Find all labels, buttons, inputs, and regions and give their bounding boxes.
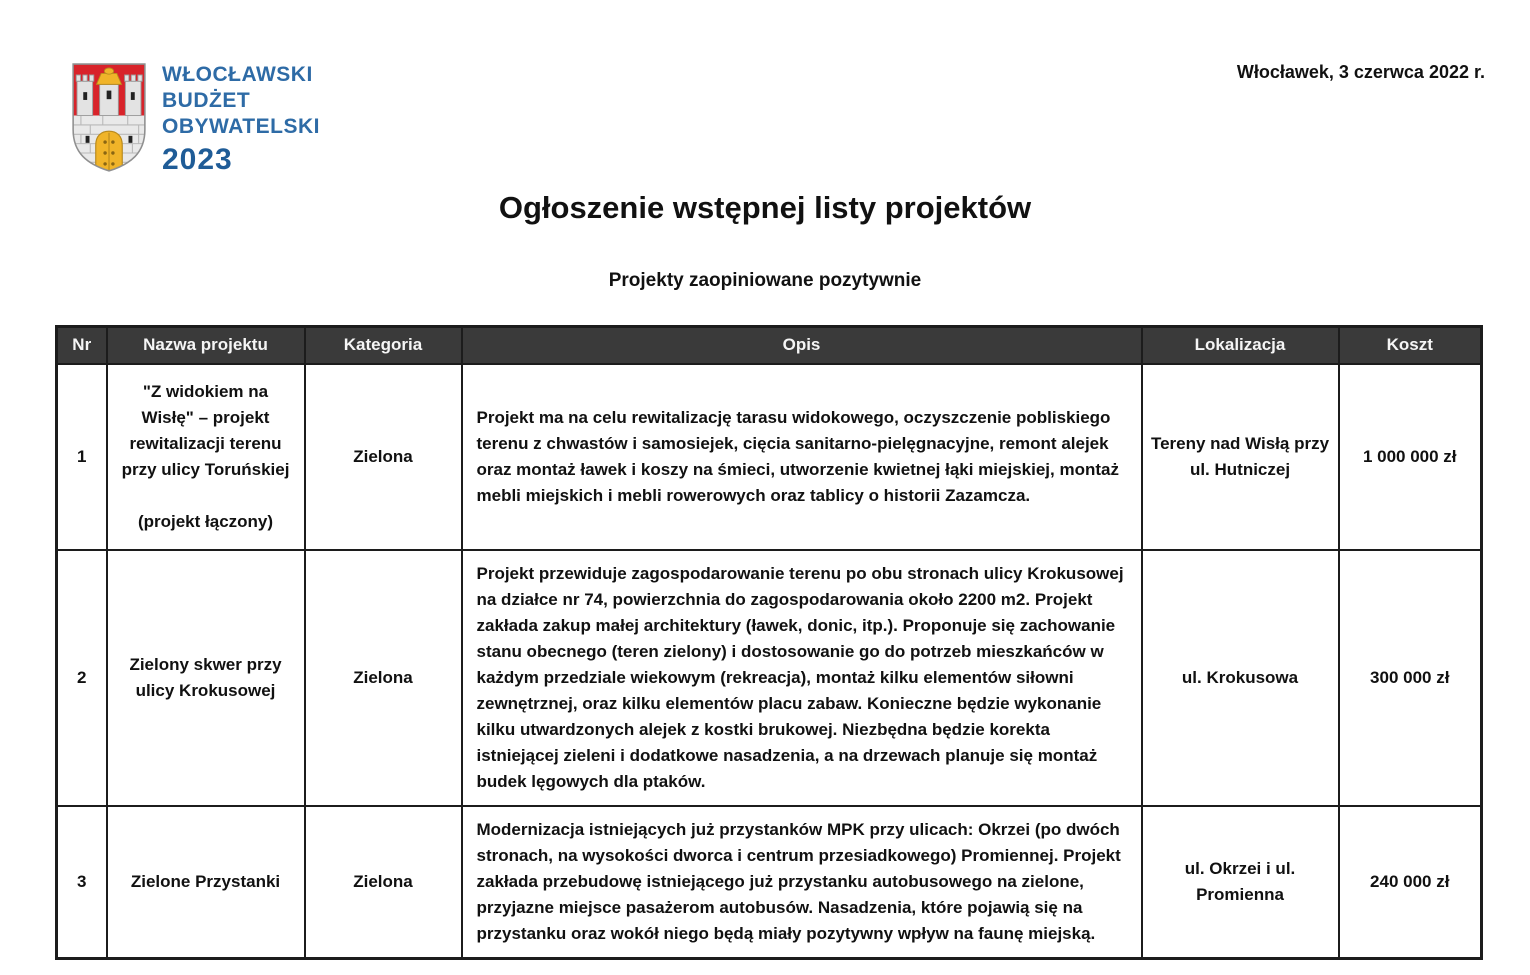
column-header-nazwa: Nazwa projektu — [107, 327, 305, 364]
column-header-koszt: Koszt — [1339, 327, 1482, 364]
column-header-lokalizacja: Lokalizacja — [1142, 327, 1339, 364]
cell-kategoria: Zielona — [305, 550, 462, 806]
cell-kategoria: Zielona — [305, 806, 462, 959]
logo-line-3: OBYWATELSKI — [162, 115, 320, 138]
page-subtitle: Projekty zaopiniowane pozytywnie — [608, 270, 922, 291]
cell-koszt: 300 000 zł — [1339, 550, 1482, 806]
table-row — [57, 806, 1482, 959]
logo-year: 2023 — [162, 143, 233, 176]
cell-nr: 2 — [57, 550, 107, 806]
column-header-opis: Opis — [462, 327, 1142, 364]
cell-lokalizacja: Tereny nad Wisłą przy ul. Hutniczej — [1142, 364, 1339, 550]
logo-line-2: BUDŻET — [162, 89, 251, 112]
logo-text — [162, 60, 320, 177]
logo-line-1: WŁOCŁAWSKI — [162, 63, 313, 86]
column-header-nr: Nr — [57, 327, 107, 364]
cell-nazwa — [107, 550, 305, 806]
column-header-kategoria: Kategoria — [305, 327, 462, 364]
projects-table — [55, 325, 1483, 960]
cell-nr: 3 — [57, 806, 107, 959]
cell-opis: Projekt ma na celu rewitalizację tarasu widokowego, oczyszczenie pobliskiego terenu z chwastów i samosiejek, cięcia sanitarno-pielęgnacyjne, remont alejek oraz montaż ławek i koszy na śmieci, utworzenie kwietnej łąki miejskiej, montaż mebli miejskich i mebli rowerowych oraz tablicy o historii Zazamcza. — [462, 364, 1142, 550]
cell-koszt: 1 000 000 zł — [1339, 364, 1482, 550]
cell-opis: Modernizacja istniejących już przystanków MPK przy ulicach: Okrzei (po dwóch stronach, na wysokości dworca i centrum przesiadkowego) Promiennej. Projekt zakłada przebudowę istniejącego już przystanku autobusowego na zielone, przyjazne miejsce pasażerom autobusów. Nasadzenia, które pojawią się na przystanku oraz wokół niego będą miały pozytywny wpływ na faunę miejską. — [462, 806, 1142, 959]
table-header-row — [57, 327, 1482, 364]
table-row — [57, 364, 1482, 550]
cell-koszt: 240 000 zł — [1339, 806, 1482, 959]
project-name: Zielony skwer przy ulicy Krokusowej — [129, 654, 282, 700]
cell-opis: Projekt przewiduje zagospodarowanie terenu po obu stronach ulicy Krokusowej na działce nr 74, powierzchnia do zagospodarowania około 2200 m2. Projekt zakłada zakup małej architektury (ławek, donic, itp.). Proponuje się zachowanie stanu obecnego (teren zielony) i dostosowanie go do potrzeb mieszkańców w każdym przedziale wiekowym (rekreacja), montaż kilku elementów siłowni zewnętrznej, oraz kilku elementów placu zabaw. Konieczne będzie wykonanie kilku utwardzonych alejek z kostki brukowej. Niezbędna będzie korekta istniejącej zieleni i dodatkowe nasadzenia, a na drzewach planuje się montaż budek lęgowych dla ptaków. — [462, 550, 1142, 806]
cell-nazwa — [107, 806, 305, 959]
cell-nazwa — [107, 364, 305, 550]
logo — [70, 60, 320, 177]
wloclawek-coat-of-arms-icon — [70, 60, 148, 175]
cell-nr: 1 — [57, 364, 107, 550]
document-date: Włocławek, 3 czerwca 2022 r. — [1236, 62, 1485, 82]
cell-kategoria: Zielona — [305, 364, 462, 550]
project-name: "Z widokiem na Wisłę" – projekt rewitalizacji terenu przy ulicy Toruńskiej — [121, 381, 290, 479]
cell-lokalizacja: ul. Krokusowa — [1142, 550, 1339, 806]
cell-lokalizacja: ul. Okrzei i ul. Promienna — [1142, 806, 1339, 959]
page-title: Ogłoszenie wstępnej listy projektów — [498, 190, 1032, 225]
project-name: Zielone Przystanki — [130, 871, 281, 891]
table-row — [57, 550, 1482, 806]
project-name-note: (projekt łączony) — [137, 511, 274, 531]
